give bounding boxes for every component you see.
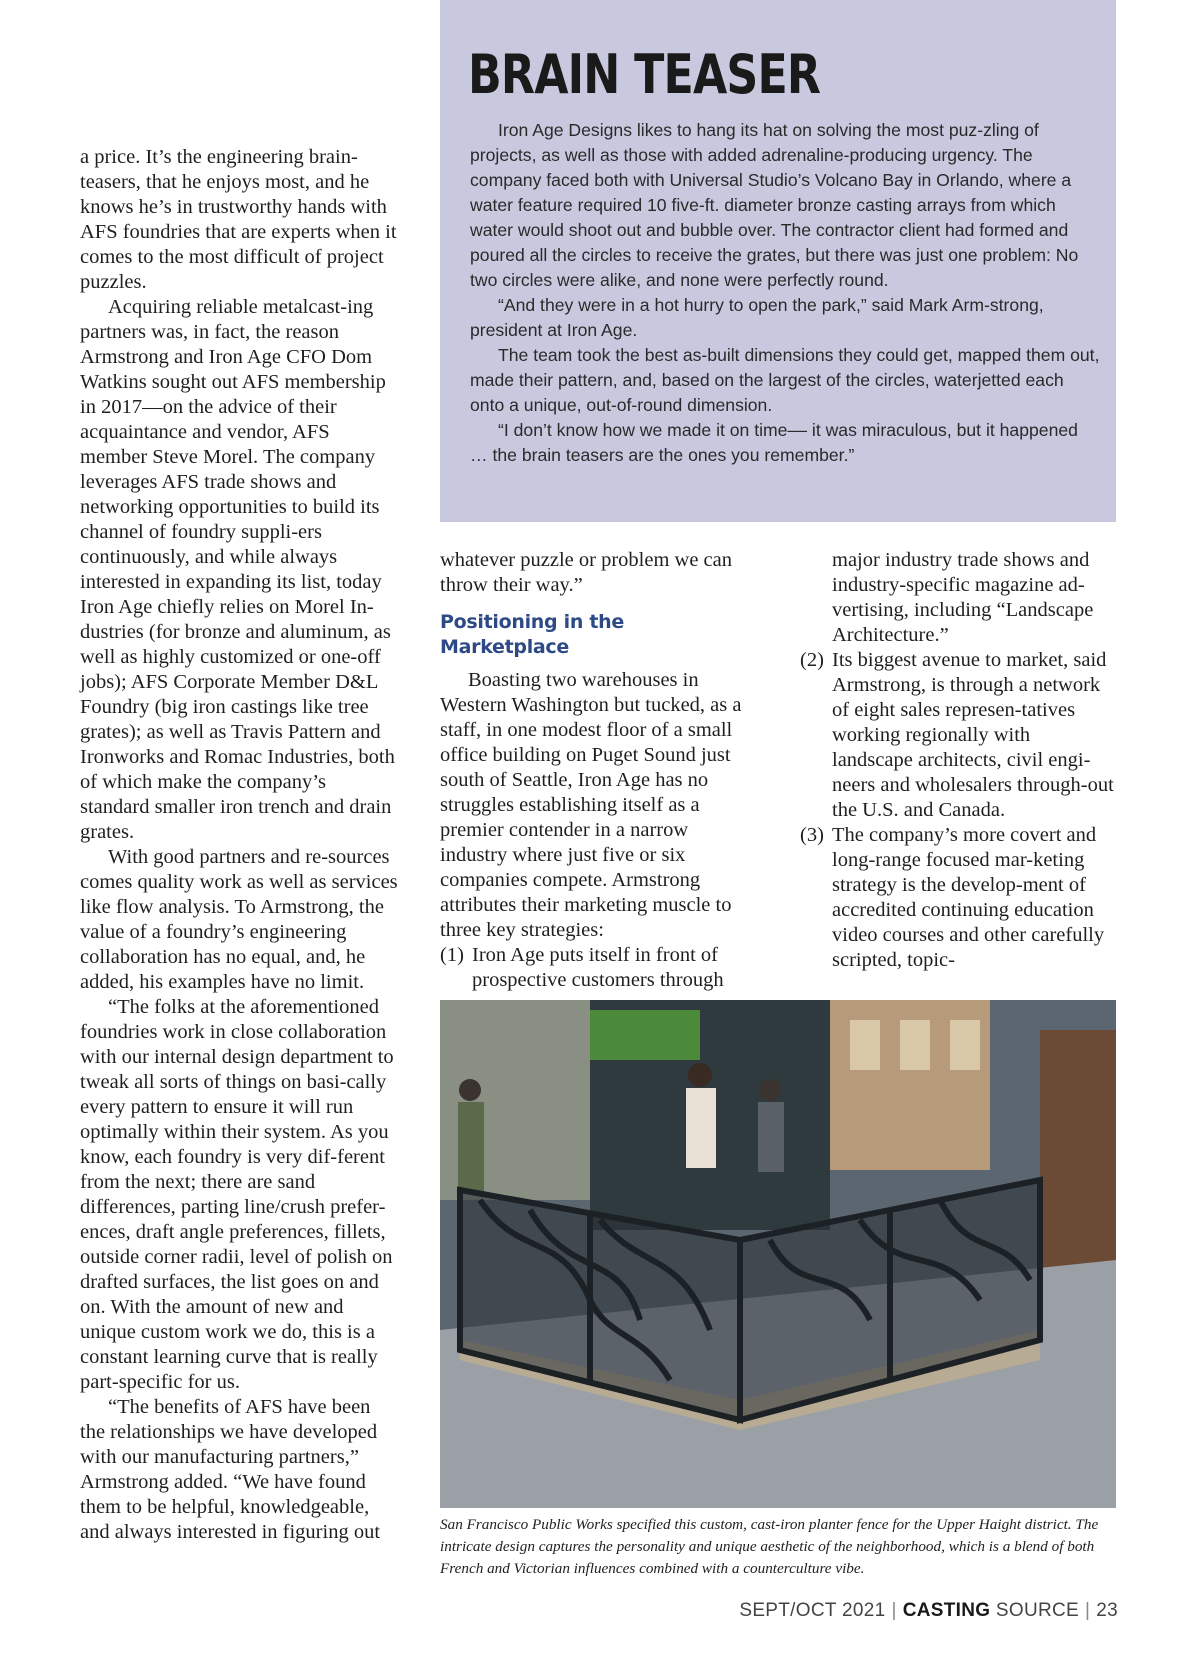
- left-paragraph-4: “The folks at the aforementioned foundries work in close collaboration with our internal design department to tweak all sorts of things on basi-cally every pattern to ensure it will run optimally within their system. As you know, each foundry is very dif-ferent from the next; there are sand differences, parting line/crush prefer-ences, draft angle preferences, fillets, outside corner radii, level of polish on drafted surfaces, the list goes on and on. With the amount of new and unique custom work we do, this is a constant learning curve that is really part-specific for us.: [80, 996, 394, 1393]
- planter-fence-illustration: [440, 1000, 1116, 1508]
- strategy-text-3: The company’s more covert and long-range focused mar-keting strategy is the develop-ment of accredited continuing education video courses and other carefully scripted, topic-: [832, 824, 1105, 971]
- footer-separator-2: |: [1085, 1600, 1091, 1621]
- person-head-2: [759, 1079, 781, 1101]
- person-body-3: [458, 1102, 484, 1192]
- magazine-name-bold: CASTING: [902, 1600, 991, 1621]
- left-paragraph-2: Acquiring reliable metalcast-ing partners was, in fact, the reason Armstrong and Iron Age CFO Dom Watkins sought out AFS membership in 2017—on the advice of their acquaintance and vendor, AFS member Steve Morel. The company leverages AFS trade shows and networking opportunities to build its channel of foundry suppli-ers continuously, and while always interested in expanding its list, today Iron Age chiefly relies on Morel In-dustries (for bronze and aluminum, as well as highly customized or one-off jobs); AFS Corporate Member D&L Foundry (big iron castings like tree grates); as well as Travis Pattern and Ironworks and Romac Industries, both of which make the company’s standard smaller iron trench and drain grates.: [80, 296, 395, 843]
- footer-separator-1: |: [891, 1600, 897, 1621]
- brain-teaser-sidebar: [440, 0, 1116, 522]
- section-subhead: Positioning in the Marketplace: [440, 611, 624, 658]
- left-paragraph-1: a price. It’s the engineering brain-teasers, that he enjoys most, and he knows he’s in trustworthy hands with AFS foundries that are experts when it comes to the most difficult of project puzzles.: [80, 146, 397, 293]
- building-window-3: [950, 1020, 980, 1070]
- person-head-1: [688, 1063, 712, 1087]
- strategy-item-3: [800, 823, 1116, 973]
- left-column: [80, 145, 400, 1545]
- left-paragraph-3: With good partners and re-sources comes quality work as well as services like flow analysis. To Armstrong, the value of a foundry’s engineering collaboration has no equal, and, he added, his examples have no limit.: [80, 846, 398, 993]
- middle-lead: whatever puzzle or problem we can throw their way.”: [440, 549, 732, 596]
- right-column: [800, 548, 1116, 973]
- strategy-number-3: (3): [800, 824, 824, 846]
- strategy-text-1: Iron Age puts itself in front of prospective customers through: [472, 944, 724, 991]
- issue-date: SEPT/OCT 2021: [739, 1600, 886, 1621]
- page-number: 23: [1096, 1600, 1118, 1621]
- cafe-sign: [590, 1010, 700, 1060]
- building-window-2: [900, 1020, 930, 1070]
- left-paragraph-5: “The benefits of AFS have been the relationships we have developed with our manufacturing partners,” Armstrong added. “We have found them to be helpful, knowledgeable, and always interested in figuring out: [80, 1396, 381, 1543]
- sidebar-title: BRAIN TEASER: [468, 43, 821, 106]
- strategy-text-1-continued: major industry trade shows and industry-specific magazine ad-vertising, including “Landscape Architecture.”: [832, 549, 1094, 646]
- person-head-3: [459, 1079, 481, 1101]
- sidebar-paragraph-4: “I don’t know how we made it on time–– it was miraculous, but it happened … the brain teasers are the ones you remember.”: [470, 420, 1078, 465]
- strategy-number-1: (1): [440, 944, 464, 966]
- photo-caption: San Francisco Public Works specified this custom, cast-iron planter fence for the Upper Haight district. The intricate design captures the personality and unique aesthetic of the neighborhood, which is a blend of both French and Victorian influences combined with a counterculture vibe.: [440, 1516, 1099, 1577]
- strategy-number-2: (2): [800, 649, 824, 671]
- strategy-text-2: Its biggest avenue to market, said Armstrong, is through a network of eight sales represen-tatives working regionally with landscape architects, civil engi-neers and wholesalers through-out the U.S. and Canada.: [832, 649, 1114, 821]
- page-footer: [739, 1600, 1118, 1622]
- middle-column: [440, 548, 758, 993]
- sidebar-body: [470, 118, 1100, 468]
- building-window-1: [850, 1020, 880, 1070]
- strategy-item-1: [440, 943, 758, 993]
- person-body-2: [758, 1102, 784, 1172]
- magazine-name-rest: SOURCE: [990, 1600, 1080, 1621]
- strategy-item-2: [800, 648, 1116, 823]
- sidebar-paragraph-3: The team took the best as-built dimensions they could get, mapped them out, made their pattern, and, based on the largest of the circles, waterjetted each onto a unique, out-of-round dimension.: [470, 345, 1100, 415]
- planter-fence-photo: [440, 1000, 1116, 1508]
- sidebar-paragraph-1: Iron Age Designs likes to hang its hat on solving the most puz-zling of projects, as well as those with added adrenaline-producing urgency. The company faced both with Universal Studio’s Volcano Bay in Orlando, where a water feature required 10 five-ft. diameter bronze casting arrays from which water would shoot out and bubble over. The contractor client had formed and poured all the circles to receive the grates, but there was just one problem: No two circles were alike, and none were perfectly round.: [470, 120, 1079, 290]
- person-body-1: [686, 1088, 716, 1168]
- sidebar-paragraph-2: “And they were in a hot hurry to open the park,” said Mark Arm-strong, president at Iron Age.: [470, 295, 1044, 340]
- middle-paragraph: Boasting two warehouses in Western Washington but tucked, as a staff, in one modest floor of a small office building on Puget Sound just south of Seattle, Iron Age has no struggles establishing itself as a premier contender in a narrow industry where just five or six companies compete. Armstrong attributes their marketing muscle to three key strategies:: [440, 669, 742, 941]
